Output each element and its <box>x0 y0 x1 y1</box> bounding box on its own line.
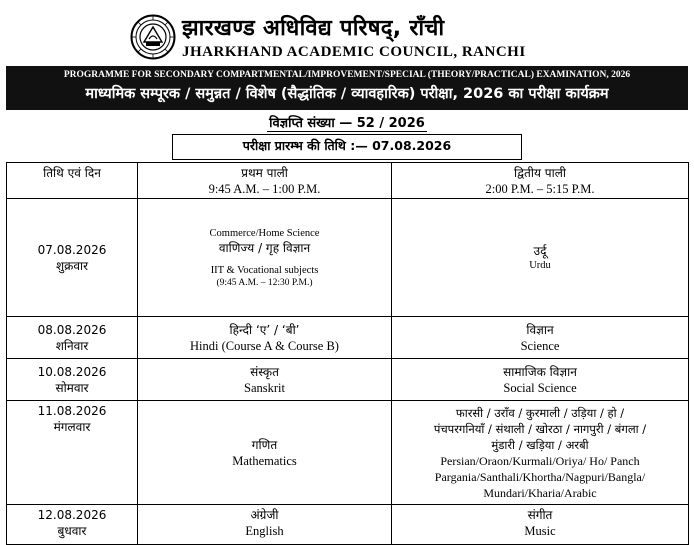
header-first-shift: प्रथम पाली 9:45 A.M. – 1:00 P.M. <box>138 163 392 199</box>
first-shift-cell: अंग्रेजी English <box>138 505 392 545</box>
first-shift-cell: संस्कृत Sanskrit <box>138 359 392 401</box>
table-header-row <box>7 163 689 199</box>
second-shift-cell: फारसी / उराँव / कुरमाली / उड़िया / हो / पंचपरगनियाँ / संथाली / खोरठा / नागपुरी / बंगला / मुंडारी / खड़िया / अरबी Persian/Oraon/Kurmali/Oriya/ Ho/ Panch Pargania/Santhali/Khortha/Nagpuri/Bangla/ Mundari/Kharia/Arabic <box>392 401 689 505</box>
second-shift-cell: सामाजिक विज्ञान Social Science <box>392 359 689 401</box>
header-date-day: तिथि एवं दिन <box>7 163 138 199</box>
exam-start-date-box: परीक्षा प्रारम्भ की तिथि :— 07.08.2026 <box>172 134 522 160</box>
table-row <box>7 317 689 359</box>
notice-number <box>0 113 694 131</box>
banner-hindi-text: माध्यमिक सम्पूरक / समुन्नत / विशेष (सैद्धांतिक / व्यावहारिक) परीक्षा, 2026 का परीक्षा कार्यक्रम <box>85 86 609 102</box>
council-title-hindi: झारखण्ड अधिविद्य परिषद्, राँची <box>182 16 445 41</box>
second-shift-cell: संगीत Music <box>392 505 689 545</box>
page-header <box>0 0 694 66</box>
first-shift-cell: हिन्दी ‘ए’ / ‘बी’ Hindi (Course A & Course B) <box>138 317 392 359</box>
council-title-english: JHARKHAND ACADEMIC COUNCIL, RANCHI <box>182 44 526 60</box>
first-shift-cell: गणित Mathematics <box>138 401 392 505</box>
exam-schedule-table <box>6 162 689 545</box>
second-shift-cell: विज्ञान Science <box>392 317 689 359</box>
first-shift-cell: Commerce/Home Science वाणिज्य / गृह विज्ञान IIT & Vocational subjects (9:45 A.M. – 12:30 P.M.) <box>138 199 392 317</box>
date-cell: 11.08.2026 मंगलवार <box>7 401 138 505</box>
banner-english-text: PROGRAMME FOR SECONDARY COMPARTMENTAL/IMPROVEMENT/SPECIAL (THEORY/PRACTICAL) EXAMINATION, 2026 <box>63 70 631 80</box>
programme-banner <box>6 66 688 110</box>
table-row <box>7 401 689 505</box>
table-row <box>7 359 689 401</box>
date-cell: 12.08.2026 बुधवार <box>7 505 138 545</box>
table-row <box>7 505 689 545</box>
second-shift-cell: उर्दू Urdu <box>392 199 689 317</box>
notice-number-text: विज्ञप्ति संख्या — 52 / 2026 <box>269 116 425 131</box>
date-cell: 10.08.2026 सोमवार <box>7 359 138 401</box>
emblem-seal-icon <box>130 14 176 60</box>
date-cell: 07.08.2026 शुक्रवार <box>7 199 138 317</box>
table-row <box>7 199 689 317</box>
header-second-shift: द्वितीय पाली 2:00 P.M. – 5:15 P.M. <box>392 163 689 199</box>
date-cell: 08.08.2026 शनिवार <box>7 317 138 359</box>
